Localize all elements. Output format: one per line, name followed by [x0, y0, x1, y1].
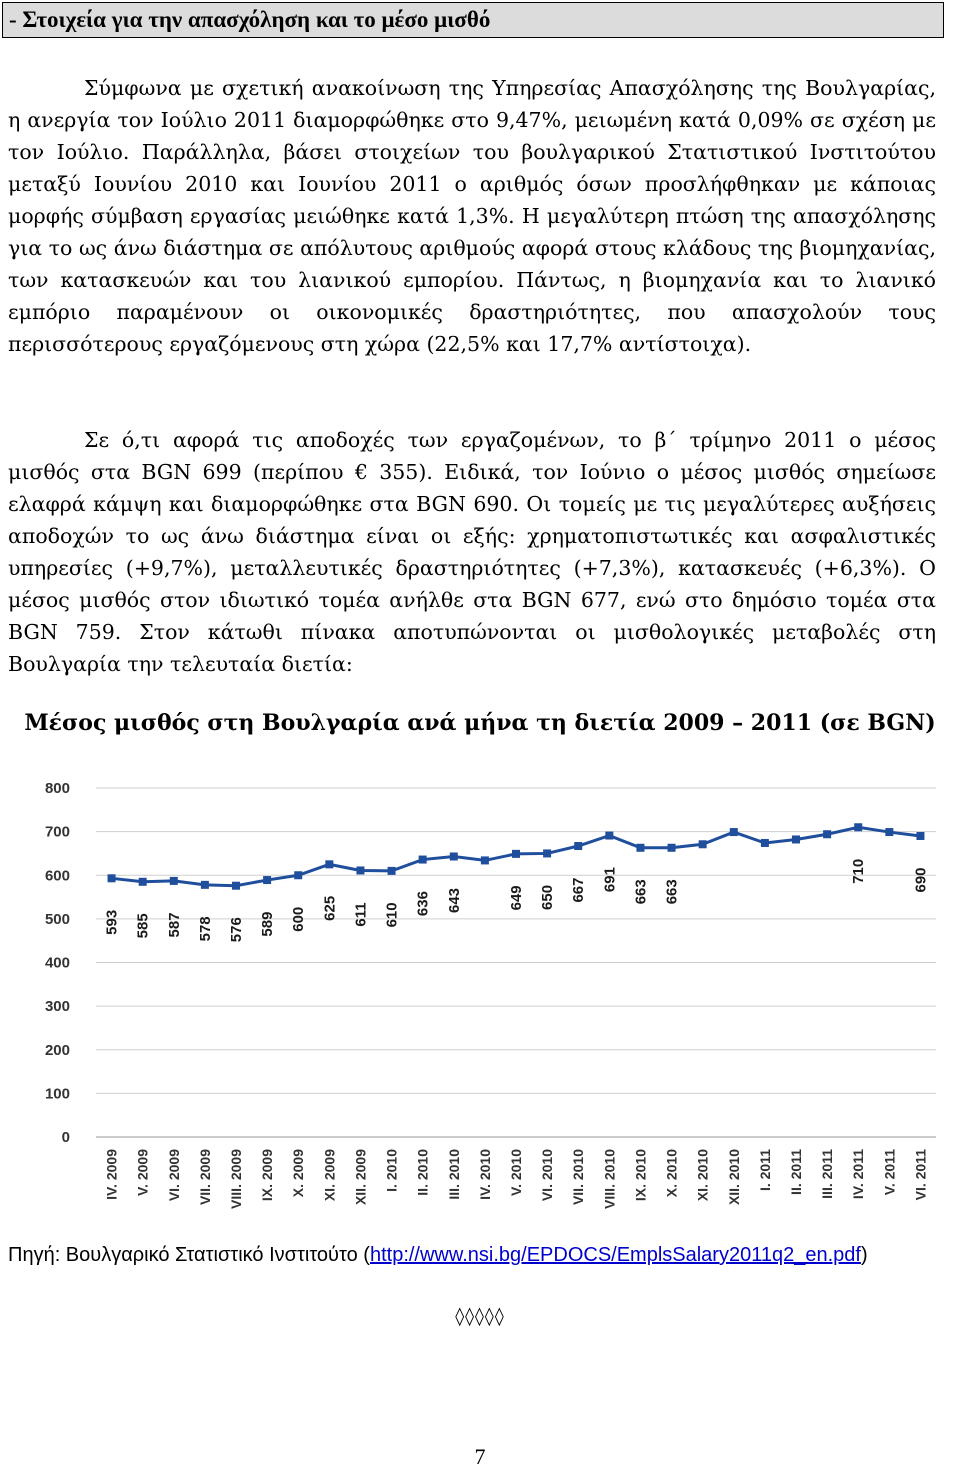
- data-label: 636: [414, 891, 432, 917]
- paragraph-salaries: [8, 424, 936, 680]
- data-label: 643: [445, 887, 463, 914]
- x-tick-label: VII. 2010: [570, 1149, 587, 1206]
- paragraph-employment: [8, 72, 936, 360]
- data-point: [232, 882, 240, 890]
- source-note: [8, 1244, 868, 1267]
- x-tick-label: II. 2010: [414, 1149, 431, 1196]
- y-tick-label: 100: [44, 1085, 70, 1103]
- data-label: 610: [383, 902, 401, 928]
- data-point: [201, 881, 209, 889]
- paragraph-employment-text: Σύμφωνα με σχετική ανακοίνωση της Υπηρεσίας Απασχόλησης της Βουλγαρίας, η ανεργία τον Ιούλιο 2011 διαμορφώθηκε στο 9,47%, μειωμένη κατά 0,09% σε σχέση με τον Ιούλιο. Παράλληλα, βάσει στοιχείων του βουλγαρικού Στατιστικού Ινστιτούτου μεταξύ Ιουνίου 2010 και Ιουνίου 2011 ο αριθμός όσων προσλήφθηκαν με κάποιας μορφής σύμβαση εργασίας μειώθηκε κατά 1,3%. Η μεγαλύτερη πτώση της απασχόλησης για το ως άνω διάστημα σε απόλυτους αριθμούς αφορά στους κλάδους της βιομηχανίας, των κατασκευών και του λιανικού εμπορίου. Πάντως, η βιομηχανία και το λιανικό εμπόριο παραμένουν οι οικονομικές δραστηριότητες, που απασχολούν τους περισσότερους εργαζόμενους στη χώρα (22,5% και 17,7% αντίστοιχα).: [8, 76, 936, 356]
- data-point: [325, 860, 333, 868]
- data-label: 593: [103, 909, 121, 935]
- data-point: [263, 876, 271, 884]
- data-label: 710: [850, 858, 868, 884]
- data-point: [108, 874, 116, 882]
- x-tick-label: V. 2009: [134, 1149, 151, 1196]
- data-label: 690: [912, 867, 930, 893]
- source-suffix: ): [860, 1244, 868, 1266]
- x-tick-label: IV. 2010: [476, 1149, 493, 1200]
- x-tick-label: XI. 2010: [694, 1149, 711, 1202]
- y-tick-label: 400: [44, 954, 70, 972]
- x-tick-label: VI. 2010: [539, 1149, 556, 1202]
- data-point: [139, 878, 147, 886]
- data-label: 650: [539, 884, 557, 910]
- x-tick-label: I. 2010: [383, 1149, 400, 1192]
- data-point: [761, 839, 769, 847]
- section-heading: - Στοιχεία για την απασχόληση και το μέσο μισθό: [2, 2, 944, 38]
- y-tick-label: 800: [44, 780, 70, 797]
- separator-diamonds: ◊◊◊◊◊: [455, 1306, 505, 1327]
- data-point: [481, 856, 489, 864]
- data-point: [294, 871, 302, 879]
- source-prefix: Πηγή: Βουλγαρικό Στατιστικό Ινστιτούτο (: [8, 1244, 370, 1266]
- x-tick-label: VI. 2009: [165, 1149, 182, 1202]
- data-point: [823, 830, 831, 838]
- data-point: [668, 844, 676, 852]
- data-label: 587: [165, 912, 183, 938]
- y-tick-label: 700: [44, 823, 70, 841]
- x-tick-label: VII. 2009: [196, 1149, 213, 1206]
- x-tick-label: XI. 2009: [321, 1149, 338, 1202]
- data-label: 663: [663, 879, 681, 905]
- data-point: [605, 832, 613, 840]
- data-point: [854, 823, 862, 831]
- data-label: 649: [508, 885, 525, 911]
- data-point: [730, 828, 738, 836]
- x-tick-label: VIII. 2010: [601, 1149, 618, 1209]
- x-tick-label: X. 2009: [290, 1149, 307, 1198]
- data-label: 663: [632, 879, 650, 905]
- data-point: [419, 856, 427, 864]
- x-tick-label: I. 2011: [756, 1149, 773, 1192]
- x-tick-label: III. 2010: [445, 1149, 462, 1200]
- data-point: [388, 867, 396, 875]
- x-tick-label: IX. 2009: [259, 1149, 276, 1202]
- x-tick-label: II. 2011: [788, 1149, 804, 1195]
- data-point: [512, 850, 520, 858]
- data-label: 611: [352, 902, 370, 927]
- y-tick-label: 0: [61, 1129, 70, 1146]
- data-label: 625: [321, 895, 339, 921]
- data-label: 578: [196, 916, 214, 942]
- x-tick-label: X. 2010: [663, 1149, 680, 1198]
- page-number: 7: [474, 1444, 486, 1469]
- y-tick-label: 600: [44, 867, 70, 885]
- data-point: [450, 852, 458, 860]
- x-tick-label: VIII. 2009: [228, 1149, 244, 1209]
- y-tick-label: 200: [44, 1041, 70, 1059]
- data-point: [543, 849, 551, 857]
- y-tick-label: 500: [44, 910, 70, 928]
- x-tick-label: V. 2010: [508, 1149, 524, 1196]
- chart-title: Μέσος μισθός στη Βουλγαρία ανά μήνα τη διετία 2009 – 2011 (σε BGN): [24, 710, 936, 736]
- data-label: 691: [601, 867, 619, 893]
- paragraph-salaries-text: Σε ό,τι αφορά τις αποδοχές των εργαζομένων, το β΄ τρίμηνο 2011 ο μέσος μισθός στα BGN 699 (περίπου € 355). Ειδικά, τον Ιούνιο ο μέσος μισθός σημείωσε ελαφρά κάμψη και διαμορφώθηκε στα BGN 690. Οι τομείς με τις μεγαλύτερες αυξήσεις αποδοχών το ως άνω διάστημα είναι οι εξής: χρηματοπιστωτικές και ασφαλιστικές υπηρεσίες (+9,7%), μεταλλευτικές δραστηριότητες (+7,3%), κατασκευές (+6,3%). Ο μέσος μισθός στον ιδιωτικό τομέα ανήλθε στα BGN 677, ενώ στο δημόσιο τομέα στα BGN 759. Στον κάτωθι πίνακα αποτυπώνονται οι μισθολογικές μεταβολές στη Βουλγαρία την τελευταία διετία:: [8, 428, 936, 676]
- data-point: [574, 842, 582, 850]
- data-point: [636, 844, 644, 852]
- x-tick-label: XII. 2009: [352, 1149, 369, 1206]
- x-tick-label: VI. 2011: [912, 1149, 929, 1201]
- x-tick-label: IV. 2011: [850, 1149, 867, 1200]
- y-tick-label: 300: [44, 998, 70, 1016]
- salary-line-chart: [0, 770, 960, 1220]
- data-point: [916, 832, 924, 840]
- data-point: [885, 828, 893, 836]
- data-label: 600: [290, 906, 308, 932]
- data-point: [699, 840, 707, 848]
- data-label: 589: [259, 911, 277, 937]
- source-link[interactable]: http://www.nsi.bg/EPDOCS/EmplsSalary2011q2_en.pdf: [369, 1244, 861, 1266]
- x-tick-label: IV. 2009: [103, 1149, 120, 1200]
- data-label: 667: [570, 877, 588, 903]
- data-label: 585: [134, 913, 152, 939]
- x-tick-label: V. 2011: [881, 1149, 898, 1196]
- data-label: 576: [228, 917, 245, 943]
- x-tick-label: III. 2011: [819, 1149, 836, 1199]
- data-point: [170, 877, 178, 885]
- x-tick-label: IX. 2010: [632, 1149, 649, 1202]
- data-point: [792, 835, 800, 843]
- data-point: [356, 866, 364, 874]
- x-tick-label: XII. 2010: [725, 1149, 742, 1206]
